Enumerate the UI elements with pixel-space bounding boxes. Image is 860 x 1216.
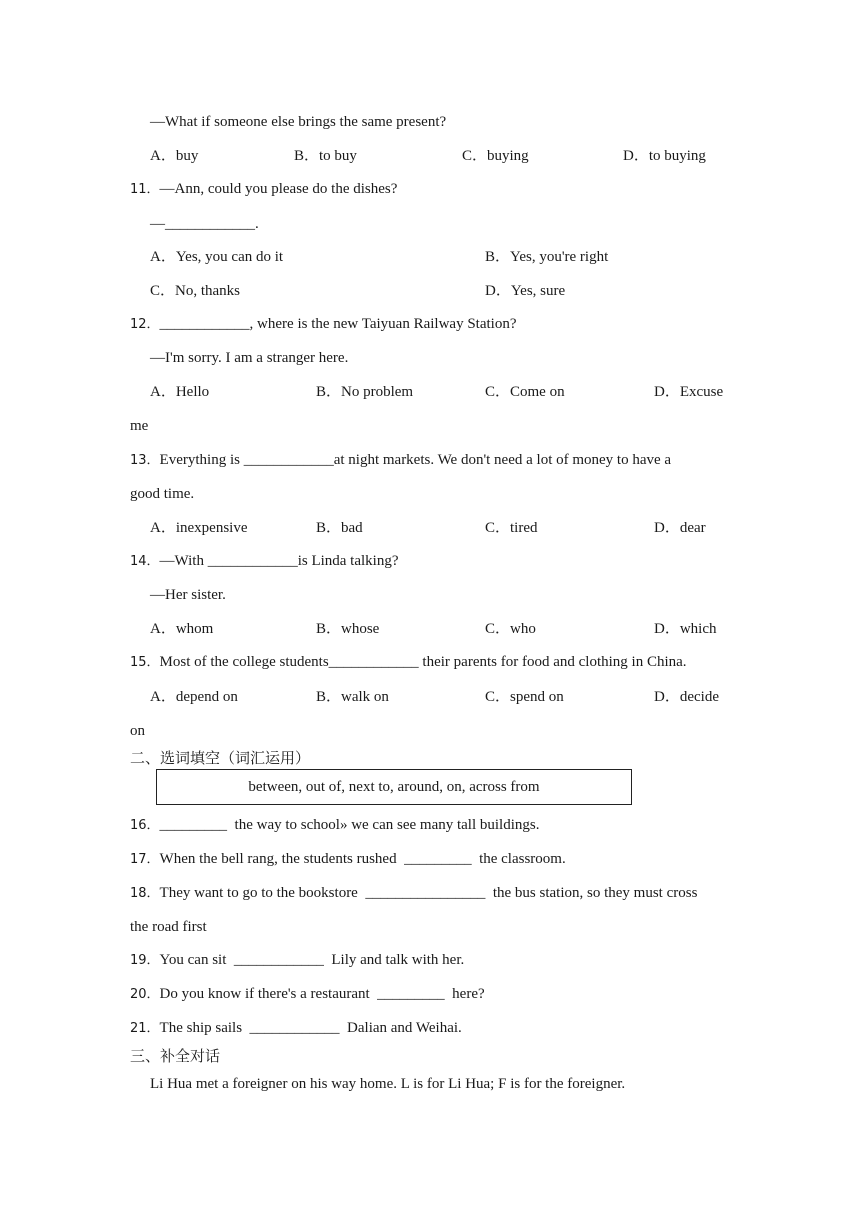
q12-stem [130,314,517,335]
q14-option-c: C．who [485,621,536,637]
q14-option-d: D．which [654,621,717,637]
q11-option-a: A．Yes, you can do it [150,249,284,265]
q17-number: 17． [130,852,160,867]
q14-number: 14． [130,554,160,569]
q11-number: 11． [130,182,160,197]
q15-text: Most of the college students____________ their parents for food and clothing in China. [159,654,687,670]
q20-text: Do you know if there's a restaurant _________ here? [159,986,485,1002]
q15-option-c: C．spend on [485,689,564,705]
q10-option-d: D．to buying [623,148,706,164]
q12-number: 12． [130,317,160,332]
q14-option-a: A．whom [150,621,214,637]
q11-text: —Ann, could you please do the dishes? [159,181,398,197]
q13-option-a: A．inexpensive [150,520,248,536]
q13-stem [130,450,671,471]
q21-text: The ship sails ____________ Dalian and Weihai. [159,1020,462,1036]
q15-option-d-wrap: on [130,723,145,739]
q11-option-d: D．Yes, sure [485,283,566,299]
q15-option-b: B．walk on [316,689,389,705]
q12-text: ____________, where is the new Taiyuan Railway Station? [159,316,517,332]
q17-item [130,849,566,870]
section3-intro: Li Hua met a foreigner on his way home. L is for Li Hua; F is for the foreigner. [150,1076,626,1092]
q16-item [130,815,539,836]
q12-option-b: B．No problem [316,384,414,400]
q16-number: 16． [130,818,160,833]
q21-item [130,1018,462,1039]
q13-option-c: C．tired [485,520,538,536]
q11-stem [130,179,397,200]
q18-number: 18． [130,886,160,901]
q13-option-d: D．dear [654,520,706,536]
q13-stem-cont: good time. [130,486,195,502]
q20-item [130,984,485,1005]
section2-title: 二、选词填空（词汇运用） [130,749,311,767]
q11-option-b: B．Yes, you're right [485,249,609,265]
q12-option-d: D．Excuse [654,384,724,400]
q10-option-c: C．buying [462,148,529,164]
q15-option-a: A．depend on [150,689,238,705]
q14-text: —With ____________is Linda talking? [159,553,399,569]
q13-number: 13． [130,453,160,468]
q17-text: When the bell rang, the students rushed _________ the classroom. [159,851,566,867]
q18-text: They want to go to the bookstore ________________ the bus station, so they must cross [159,885,698,901]
q18-item-cont: the road first [130,919,207,935]
q13-option-b: B．bad [316,520,363,536]
q18-item [130,883,697,904]
q11-reply: —____________. [150,216,259,232]
q14-stem [130,551,399,572]
q16-text: _________ the way to school» we can see many tall buildings. [159,817,540,833]
q10-reply: —What if someone else brings the same present? [150,114,447,130]
q19-text: You can sit ____________ Lily and talk with her. [159,952,465,968]
q12-option-d-wrap: me [130,418,149,434]
q10-option-a: A．buy [150,148,199,164]
q14-reply: —Her sister. [150,587,226,603]
q12-option-c: C．Come on [485,384,565,400]
q12-reply: —I'm sorry. I am a stranger here. [150,350,349,366]
q14-option-b: B．whose [316,621,380,637]
q19-number: 19． [130,953,160,968]
q15-option-d: D．decide [654,689,719,705]
q12-option-a: A．Hello [150,384,210,400]
q10-option-b: B．to buy [294,148,357,164]
q15-stem [130,652,687,673]
q21-number: 21． [130,1021,160,1036]
word-box: between, out of, next to, around, on, across from [156,769,632,805]
q13-text: Everything is ____________at night markets. We don't need a lot of money to have a [159,452,672,468]
q15-number: 15． [130,655,160,670]
q11-option-c: C．No, thanks [150,283,241,299]
q20-number: 20． [130,987,160,1002]
section3-title: 三、补全对话 [130,1047,221,1065]
q19-item [130,950,464,971]
